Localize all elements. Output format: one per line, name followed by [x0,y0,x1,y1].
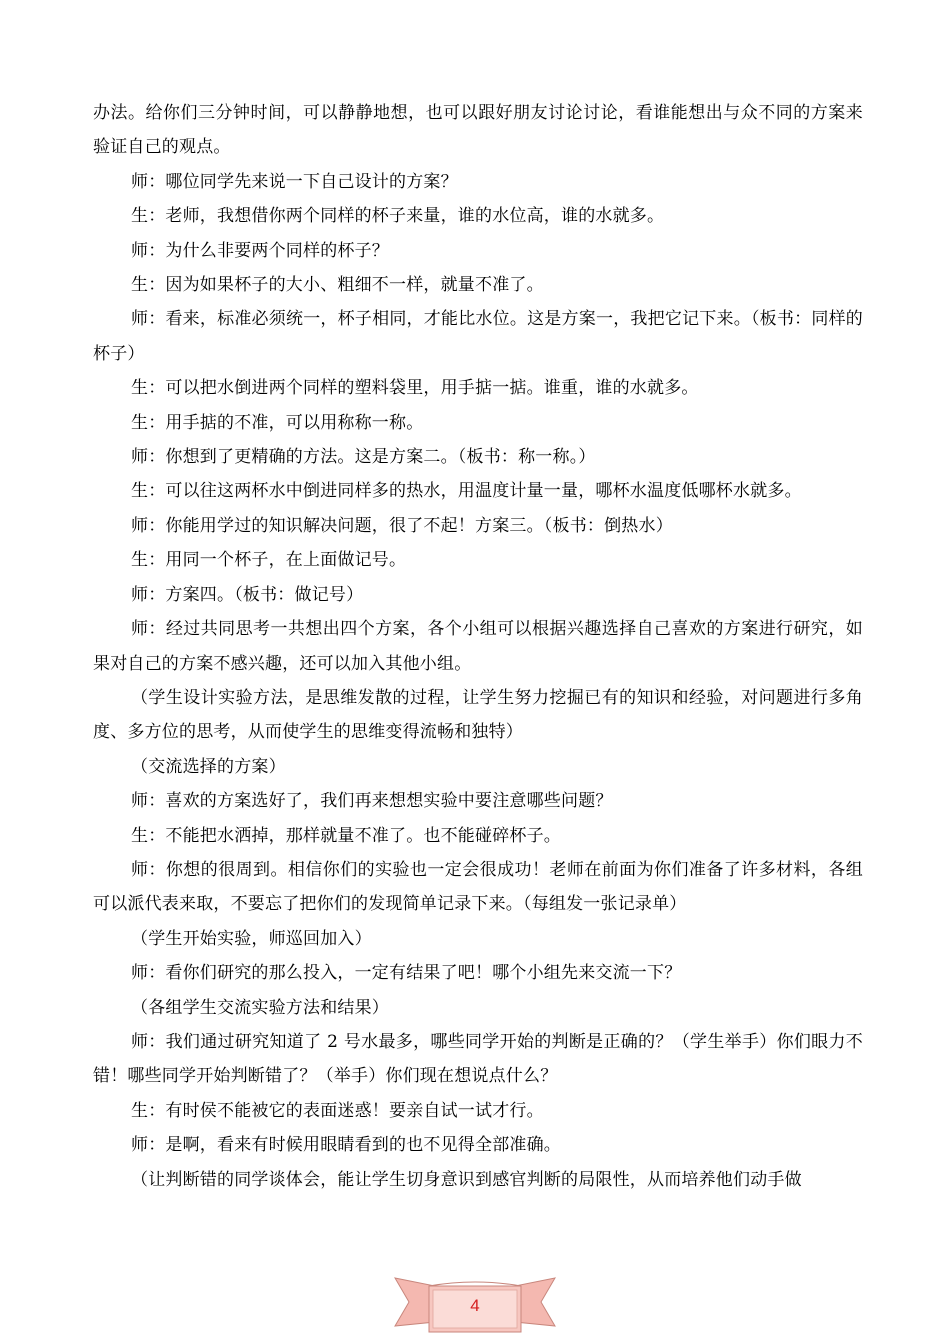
paragraph: 师：你想到了更精确的方法。这是方案二。（板书：称一称。） [131,447,596,468]
paragraph: 师：你能用学过的知识解决问题，很了不起！方案三。（板书：倒热水） [131,515,673,536]
page-footer [393,1272,557,1336]
paragraph: （学生设计实验方法，是思维发散的过程，让学生努力挖掘已有的知识和经验，对问题进行多角度、多方位的思考，从而使学生的思维变得流畅和独特） [93,687,863,743]
paragraph: 师：经过共同思考一共想出四个方案，各个小组可以根据兴趣选择自己喜欢的方案进行研究，如果对自己的方案不感兴趣，还可以加入其他小组。 [93,619,863,674]
paragraph: 生：老师，我想借你两个同样的杯子来量，谁的水位高，谁的水就多。 [131,206,665,227]
paragraph: （学生开始实验，师巡回加入） [131,928,372,949]
paragraph: 师：我们通过研究知道了 2 号水最多，哪些同学开始的判断是正确的？（学生举手）你们眼力不错！哪些同学开始判断错了？（举手）你们现在想说点什么？ [93,1031,863,1087]
paragraph: 师：喜欢的方案选好了，我们再来想想实验中要注意哪些问题？ [131,791,613,812]
paragraph: 师：为什么非要两个同样的杯子？ [131,240,389,261]
paragraph: 师：方案四。（板书：做记号） [131,584,364,605]
paragraph: （交流选择的方案） [131,756,286,777]
paragraph: 生：有时侯不能被它的表面迷惑！要亲自试一试才行。 [131,1100,544,1121]
paragraph: 生：用手掂的不准，可以用称称一称。 [131,412,424,433]
paragraph: 师：你想的很周到。相信你们的实验也一定会很成功！老师在前面为你们准备了许多材料，各组可以派代表来取，不要忘了把你们的发现简单记录下来。（每组发一张记录单） [93,859,863,915]
paragraph: 办法。给你们三分钟时间，可以静静地想，也可以跟好朋友讨论讨论，看谁能想出与众不同的方案来验证自己的观点。 [93,103,863,158]
document-body [93,96,863,1197]
paragraph: （让判断错的同学谈体会，能让学生切身意识到感官判断的局限性，从而培养他们动手做 [131,1169,802,1190]
paragraph: 生：不能把水洒掉，那样就量不准了。也不能碰碎杯子。 [131,825,561,846]
paragraph: 生：因为如果杯子的大小、粗细不一样，就量不准了。 [131,275,544,296]
paragraph: （各组学生交流实验方法和结果） [131,997,389,1018]
paragraph: 师：哪位同学先来说一下自己设计的方案？ [131,171,458,192]
paragraph: 师：看你们研究的那么投入，一定有结果了吧！哪个小组先来交流一下？ [131,963,682,984]
paragraph: 生：可以往这两杯水中倒进同样多的热水，用温度计量一量，哪杯水温度低哪杯水就多。 [131,481,802,502]
page-number: 4 [470,1296,480,1315]
paragraph: 师：是啊，看来有时候用眼睛看到的也不见得全部准确。 [131,1135,561,1156]
paragraph: 生：可以把水倒进两个同样的塑料袋里，用手掂一掂。谁重，谁的水就多。 [131,378,699,399]
paragraph: 生：用同一个杯子，在上面做记号。 [131,550,407,571]
paragraph: 师：看来，标准必须统一，杯子相同，才能比水位。这是方案一，我把它记下来。（板书：同样的杯子） [93,309,863,364]
